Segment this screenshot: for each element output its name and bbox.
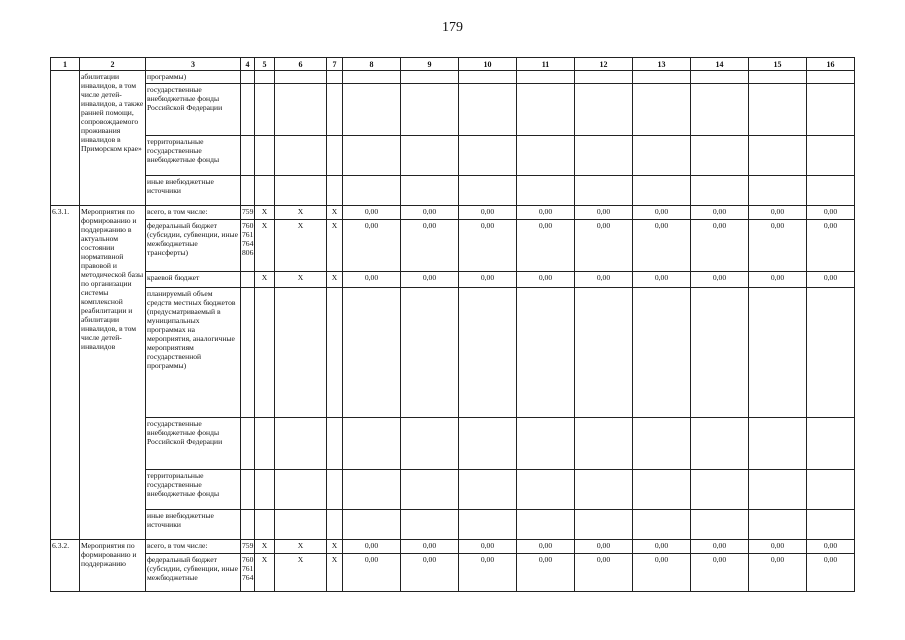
- value-cell: 0,00: [749, 220, 807, 272]
- value-cell: 0,00: [633, 554, 691, 592]
- value-cell: 0,00: [807, 272, 855, 288]
- header-cell: 9: [401, 58, 459, 71]
- empty-cell: [517, 418, 575, 470]
- value-cell: 0,00: [401, 554, 459, 592]
- empty-cell: [401, 71, 459, 84]
- value-cell: 0,00: [691, 206, 749, 220]
- empty-cell: [575, 136, 633, 176]
- header-cell: 12: [575, 58, 633, 71]
- empty-cell: [343, 470, 401, 510]
- empty-cell: [517, 176, 575, 206]
- empty-cell: [575, 418, 633, 470]
- x-cell: X: [255, 220, 275, 272]
- empty-cell: [517, 288, 575, 418]
- value-cell: 0,00: [691, 554, 749, 592]
- x-cell: X: [327, 206, 343, 220]
- empty-cell: [241, 136, 255, 176]
- x-cell: X: [275, 272, 327, 288]
- empty-cell: [691, 136, 749, 176]
- empty-cell: [807, 418, 855, 470]
- header-cell: 11: [517, 58, 575, 71]
- empty-cell: [401, 418, 459, 470]
- code-cell: 760 761 764 806: [241, 220, 255, 272]
- empty-cell: [327, 510, 343, 540]
- empty-cell: [275, 84, 327, 136]
- value-cell: 0,00: [459, 540, 517, 554]
- empty-cell: [275, 418, 327, 470]
- empty-cell: [401, 470, 459, 510]
- empty-cell: [749, 510, 807, 540]
- source-cell: федеральный бюджет (субсидии, субвенции, иные межбюджетные трансферты): [146, 220, 241, 272]
- empty-cell: [327, 288, 343, 418]
- header-cell: 5: [255, 58, 275, 71]
- header-cell: 3: [146, 58, 241, 71]
- value-cell: 0,00: [691, 540, 749, 554]
- empty-cell: [807, 84, 855, 136]
- empty-cell: [255, 418, 275, 470]
- empty-cell: [327, 470, 343, 510]
- x-cell: X: [255, 206, 275, 220]
- empty-cell: [459, 84, 517, 136]
- empty-cell: [691, 176, 749, 206]
- empty-cell: [459, 136, 517, 176]
- code-cell: 759: [241, 206, 255, 220]
- empty-cell: [343, 176, 401, 206]
- empty-cell: [255, 288, 275, 418]
- table-row: [51, 510, 855, 540]
- value-cell: 0,00: [343, 272, 401, 288]
- header-cell: 2: [80, 58, 146, 71]
- value-cell: 0,00: [749, 554, 807, 592]
- header-cell: 8: [343, 58, 401, 71]
- source-cell: территориальные государственные внебюджетные фонды: [146, 136, 241, 176]
- value-cell: 0,00: [575, 206, 633, 220]
- value-cell: 0,00: [633, 206, 691, 220]
- budget-table: [50, 57, 855, 592]
- empty-cell: [343, 84, 401, 136]
- x-cell: X: [255, 272, 275, 288]
- empty-cell: [633, 84, 691, 136]
- empty-cell: [241, 176, 255, 206]
- source-cell: государственные внебюджетные фонды Российской Федерации: [146, 418, 241, 470]
- value-cell: 0,00: [459, 206, 517, 220]
- empty-cell: [633, 510, 691, 540]
- empty-cell: [749, 288, 807, 418]
- empty-cell: [275, 176, 327, 206]
- item-number-cell: 6.3.1.: [51, 206, 80, 540]
- source-cell: иные внебюджетные источники: [146, 510, 241, 540]
- empty-cell: [343, 288, 401, 418]
- empty-cell: [275, 510, 327, 540]
- empty-cell: [691, 470, 749, 510]
- empty-cell: [241, 418, 255, 470]
- empty-cell: [691, 84, 749, 136]
- table-row: [51, 272, 855, 288]
- empty-cell: [633, 136, 691, 176]
- value-cell: 0,00: [633, 272, 691, 288]
- value-cell: 0,00: [401, 272, 459, 288]
- item-name-cell: абилитации инвалидов, в том числе детей-инвалидов, а также ранней помощи, сопровождаемого проживания инвалидов в Приморском крае»: [80, 71, 146, 206]
- empty-cell: [807, 176, 855, 206]
- empty-cell: [327, 71, 343, 84]
- table-row: [51, 71, 855, 84]
- header-cell: 14: [691, 58, 749, 71]
- source-cell: иные внебюджетные источники: [146, 176, 241, 206]
- value-cell: 0,00: [401, 540, 459, 554]
- empty-cell: [691, 418, 749, 470]
- empty-cell: [575, 288, 633, 418]
- empty-cell: [275, 71, 327, 84]
- table-row: [51, 206, 855, 220]
- empty-cell: [749, 418, 807, 470]
- table-row: [51, 288, 855, 418]
- value-cell: 0,00: [343, 220, 401, 272]
- value-cell: 0,00: [401, 220, 459, 272]
- value-cell: 0,00: [459, 272, 517, 288]
- header-cell: 4: [241, 58, 255, 71]
- empty-cell: [401, 510, 459, 540]
- value-cell: 0,00: [517, 540, 575, 554]
- header-cell: 7: [327, 58, 343, 71]
- empty-cell: [327, 84, 343, 136]
- header-cell: 13: [633, 58, 691, 71]
- table-row: [51, 136, 855, 176]
- empty-cell: [807, 470, 855, 510]
- empty-cell: [517, 71, 575, 84]
- value-cell: 0,00: [517, 272, 575, 288]
- empty-cell: [401, 136, 459, 176]
- empty-cell: [255, 71, 275, 84]
- empty-cell: [633, 288, 691, 418]
- value-cell: 0,00: [749, 206, 807, 220]
- value-cell: 0,00: [575, 272, 633, 288]
- value-cell: 0,00: [575, 540, 633, 554]
- x-cell: X: [255, 554, 275, 592]
- value-cell: 0,00: [691, 272, 749, 288]
- header-cell: 15: [749, 58, 807, 71]
- empty-cell: [459, 71, 517, 84]
- value-cell: 0,00: [517, 206, 575, 220]
- empty-cell: [691, 288, 749, 418]
- value-cell: 0,00: [343, 540, 401, 554]
- source-cell: территориальные государственные внебюджетные фонды: [146, 470, 241, 510]
- empty-cell: [241, 71, 255, 84]
- empty-cell: [459, 176, 517, 206]
- empty-cell: [241, 470, 255, 510]
- x-cell: X: [275, 220, 327, 272]
- empty-cell: [517, 84, 575, 136]
- source-cell: государственные внебюджетные фонды Российской Федерации: [146, 84, 241, 136]
- value-cell: 0,00: [807, 540, 855, 554]
- empty-cell: [575, 176, 633, 206]
- empty-cell: [275, 288, 327, 418]
- empty-cell: [575, 510, 633, 540]
- empty-cell: [633, 418, 691, 470]
- empty-cell: [807, 71, 855, 84]
- x-cell: X: [327, 540, 343, 554]
- empty-cell: [275, 470, 327, 510]
- empty-cell: [255, 136, 275, 176]
- table-row: [51, 554, 855, 592]
- source-cell: краевой бюджет: [146, 272, 241, 288]
- empty-cell: [749, 84, 807, 136]
- x-cell: X: [275, 206, 327, 220]
- empty-cell: [517, 470, 575, 510]
- value-cell: 0,00: [807, 206, 855, 220]
- empty-cell: [255, 84, 275, 136]
- empty-cell: [749, 176, 807, 206]
- code-cell: 759: [241, 540, 255, 554]
- x-cell: X: [327, 272, 343, 288]
- table-row: [51, 84, 855, 136]
- empty-cell: [255, 176, 275, 206]
- empty-cell: [807, 288, 855, 418]
- source-cell: программы): [146, 71, 241, 84]
- empty-cell: [327, 136, 343, 176]
- empty-cell: [575, 470, 633, 510]
- empty-cell: [343, 510, 401, 540]
- value-cell: 0,00: [633, 220, 691, 272]
- source-cell: всего, в том числе:: [146, 540, 241, 554]
- empty-cell: [459, 470, 517, 510]
- code-cell: [241, 272, 255, 288]
- empty-cell: [343, 136, 401, 176]
- empty-cell: [241, 288, 255, 418]
- header-cell: 1: [51, 58, 80, 71]
- empty-cell: [255, 470, 275, 510]
- x-cell: X: [275, 554, 327, 592]
- item-name-cell: Мероприятия по формированию и поддержанию в актуальном состоянии нормативной правовой и методической базы по организации системы комплексной реабилитации и абилитации инвалидов, в том числе детей-инвалидов: [80, 206, 146, 540]
- empty-cell: [749, 71, 807, 84]
- item-name-cell: Мероприятия по формированию и поддержанию: [80, 540, 146, 592]
- value-cell: 0,00: [343, 554, 401, 592]
- empty-cell: [807, 136, 855, 176]
- table-row: [51, 470, 855, 510]
- table-row: [51, 176, 855, 206]
- source-cell: всего, в том числе:: [146, 206, 241, 220]
- value-cell: 0,00: [575, 220, 633, 272]
- x-cell: X: [327, 554, 343, 592]
- empty-cell: [327, 176, 343, 206]
- value-cell: 0,00: [575, 554, 633, 592]
- value-cell: 0,00: [459, 554, 517, 592]
- empty-cell: [691, 71, 749, 84]
- empty-cell: [575, 71, 633, 84]
- value-cell: 0,00: [517, 554, 575, 592]
- table-row: [51, 418, 855, 470]
- x-cell: X: [255, 540, 275, 554]
- empty-cell: [401, 84, 459, 136]
- empty-cell: [691, 510, 749, 540]
- value-cell: 0,00: [343, 206, 401, 220]
- item-number-cell: [51, 71, 80, 206]
- empty-cell: [749, 136, 807, 176]
- empty-cell: [343, 71, 401, 84]
- value-cell: 0,00: [517, 220, 575, 272]
- header-row: [51, 58, 855, 71]
- empty-cell: [459, 418, 517, 470]
- empty-cell: [459, 510, 517, 540]
- empty-cell: [749, 470, 807, 510]
- empty-cell: [255, 510, 275, 540]
- empty-cell: [401, 288, 459, 418]
- empty-cell: [401, 176, 459, 206]
- source-cell: федеральный бюджет (субсидии, субвенции, иные межбюджетные: [146, 554, 241, 592]
- value-cell: 0,00: [691, 220, 749, 272]
- table-row: [51, 220, 855, 272]
- empty-cell: [459, 288, 517, 418]
- code-cell: 760 761 764: [241, 554, 255, 592]
- value-cell: 0,00: [807, 554, 855, 592]
- empty-cell: [343, 418, 401, 470]
- value-cell: 0,00: [749, 540, 807, 554]
- empty-cell: [327, 418, 343, 470]
- empty-cell: [807, 510, 855, 540]
- value-cell: 0,00: [633, 540, 691, 554]
- x-cell: X: [327, 220, 343, 272]
- empty-cell: [517, 510, 575, 540]
- value-cell: 0,00: [401, 206, 459, 220]
- header-cell: 6: [275, 58, 327, 71]
- empty-cell: [633, 71, 691, 84]
- x-cell: X: [275, 540, 327, 554]
- empty-cell: [241, 84, 255, 136]
- empty-cell: [517, 136, 575, 176]
- value-cell: 0,00: [807, 220, 855, 272]
- source-cell: планируемый объем средств местных бюджетов (предусматриваемый в муниципальных программах на мероприятия, аналогичные мероприятиям государственной программы): [146, 288, 241, 418]
- empty-cell: [241, 510, 255, 540]
- header-cell: 10: [459, 58, 517, 71]
- empty-cell: [275, 136, 327, 176]
- value-cell: 0,00: [459, 220, 517, 272]
- item-number-cell: 6.3.2.: [51, 540, 80, 592]
- page-number: 179: [442, 20, 463, 35]
- empty-cell: [575, 84, 633, 136]
- empty-cell: [633, 176, 691, 206]
- table-row: [51, 540, 855, 554]
- header-cell: 16: [807, 58, 855, 71]
- value-cell: 0,00: [749, 272, 807, 288]
- empty-cell: [633, 470, 691, 510]
